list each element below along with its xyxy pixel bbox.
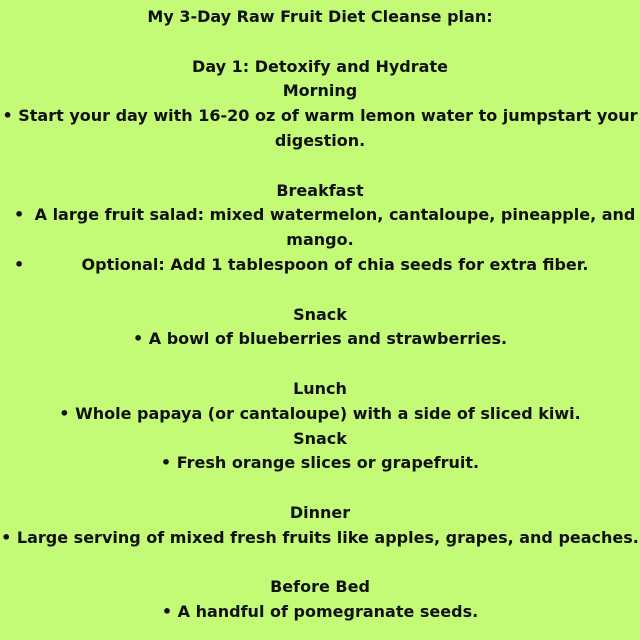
spacer [0, 551, 640, 576]
spacer [0, 352, 640, 377]
spacer [0, 278, 640, 303]
spacer [0, 30, 640, 55]
dinner-heading: Dinner [289, 502, 351, 522]
snack2-item: • Fresh orange slices or grapefruit. [160, 453, 480, 473]
dinner-item: • Large serving of mixed fresh fruits like apples, grapes, and peaches. [1, 527, 639, 547]
morning-item-line1: • Start your day with 16-20 oz of warm lemon water to jumpstart your [2, 106, 638, 126]
breakfast-item-1-line1: A large fruit salad: mixed watermelon, cantaloupe, pineapple, and [34, 205, 636, 225]
bullet-icon: • [14, 205, 25, 225]
snack1-heading: Snack [293, 304, 347, 324]
bullet-icon: • [14, 254, 25, 274]
spacer [0, 154, 640, 179]
lunch-heading: Lunch [293, 378, 347, 398]
breakfast-item-1 [0, 203, 640, 228]
breakfast-heading: Breakfast [276, 180, 364, 200]
morning-item-line2: digestion. [274, 130, 366, 150]
morning-heading: Morning [282, 81, 358, 101]
breakfast-item-2 [0, 253, 640, 278]
before-bed-item: • A handful of pomegranate seeds. [161, 602, 479, 622]
lunch-item: • Whole papaya (or cantaloupe) with a side of sliced kiwi. [59, 403, 581, 423]
breakfast-item-1-line2: mango. [286, 230, 354, 250]
spacer [0, 476, 640, 501]
before-bed-heading: Before Bed [270, 577, 370, 597]
breakfast-item-2-text: Optional: Add 1 tablespoon of chia seeds for extra fiber. [81, 254, 589, 274]
snack1-item: • A bowl of blueberries and strawberries. [132, 329, 508, 349]
snack2-heading: Snack [293, 428, 347, 448]
day-heading: Day 1: Detoxify and Hydrate [192, 56, 448, 76]
plan-title: My 3-Day Raw Fruit Diet Cleanse plan: [147, 7, 493, 26]
